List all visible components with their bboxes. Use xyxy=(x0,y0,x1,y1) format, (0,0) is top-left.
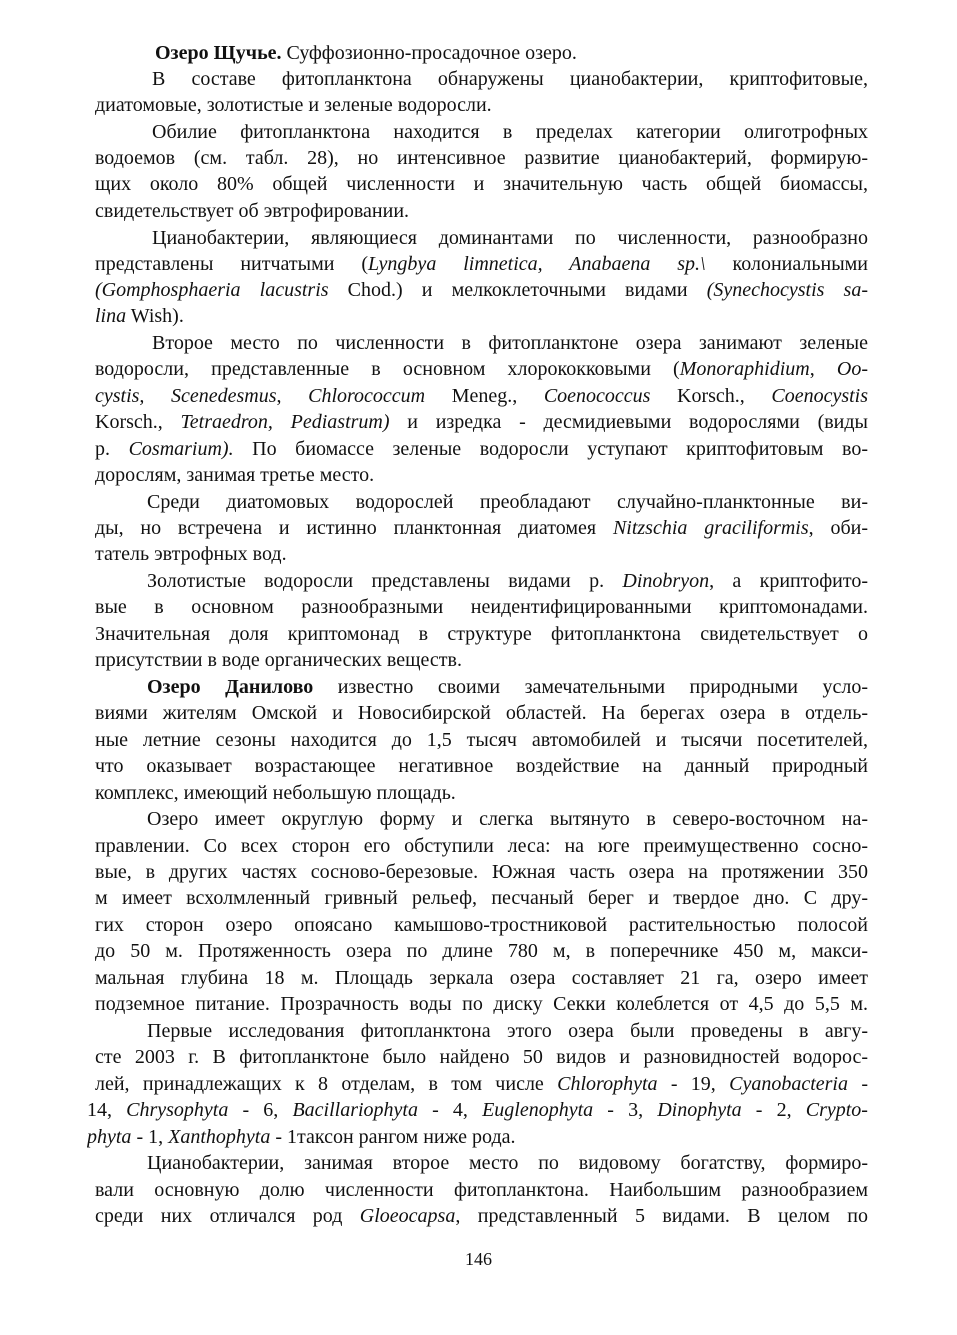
text-run: сте 2003 г. В фитопланктоне было найдено 50 видов и разновидностей водорос- xyxy=(95,1046,868,1068)
italic-run: Monoraphidium xyxy=(679,358,810,380)
text-run: - 6, xyxy=(228,1099,293,1121)
text-run: среди них отличался род xyxy=(95,1205,360,1227)
text-line xyxy=(95,727,868,753)
italic-run: Tetraedron, Pediastrum) xyxy=(180,411,390,433)
text-run: щих около 80% общей численности и значительную часть общей биомассы, xyxy=(95,173,868,195)
text-run: Korsch., xyxy=(650,385,772,407)
text-line xyxy=(95,1071,868,1097)
text-run: ные летние сезоны находится до 1,5 тысяч автомобилей и тысячи посетителей, xyxy=(95,729,868,751)
text-line xyxy=(87,1124,868,1150)
text-line xyxy=(95,647,868,673)
text-line xyxy=(147,806,868,832)
text-run: водоросли, представленные в основном хлорококковыми ( xyxy=(95,358,680,380)
italic-run: Chrysophyta xyxy=(126,1099,229,1121)
italic-run: cystis, Scenedesmus xyxy=(95,385,277,407)
italic-run: Chlorophyta xyxy=(557,1073,658,1095)
text-run: м имеет всхолмленный гривный рельеф, песчаный берег и твердое дно. С дру- xyxy=(95,887,868,909)
text-line xyxy=(152,66,868,92)
text-run: р. xyxy=(95,438,129,460)
italic-run: Cyanobacteria xyxy=(729,1073,848,1095)
text-line xyxy=(95,251,868,277)
text-line xyxy=(95,780,868,806)
text-line xyxy=(95,621,868,647)
italic-run: Euglenophyta xyxy=(482,1099,594,1121)
text-run: ды, но встречена и истинно планктонная диатомея xyxy=(95,517,613,539)
text-line xyxy=(95,198,868,224)
text-line xyxy=(147,1018,868,1044)
text-run: Цианобактерии, являющиеся доминантами по численности, разнообразно xyxy=(152,227,868,249)
text-run: диатомовые, золотистые и зеленые водоросли. xyxy=(95,94,492,116)
text-line xyxy=(155,40,868,66)
text-run: подземное питание. Прозрачность воды по диску Секки колеблется от 4,5 до 5,5 м. xyxy=(95,993,868,1015)
text-line xyxy=(152,225,868,251)
page-number: 146 xyxy=(465,1249,492,1269)
text-run: Среди диатомовых водорослей преобладают случайно-планктонные ви- xyxy=(147,491,868,513)
text-run: - 1, xyxy=(131,1126,169,1148)
italic-run: (Synechocystis sa- xyxy=(706,279,868,301)
text-run: представлены нитчатыми ( xyxy=(95,253,369,275)
text-line xyxy=(95,1044,868,1070)
text-run: 14, xyxy=(87,1099,127,1121)
italic-run: Coenocystis xyxy=(771,385,868,407)
text-run: Korsch., xyxy=(95,411,181,433)
text-line xyxy=(95,912,868,938)
text-line xyxy=(95,383,868,409)
text-run: Второе место по численности в фитопланктоне озера занимают зеленые xyxy=(152,332,868,354)
text-run: колониальными xyxy=(705,253,868,275)
text-line xyxy=(87,1097,868,1123)
text-line xyxy=(95,594,868,620)
bold-heading-run: Озеро Щучье. xyxy=(155,42,282,64)
text-run: известно своими замечательными природными усло- xyxy=(313,676,868,698)
text-line xyxy=(147,674,868,700)
italic-run: Cosmarium). xyxy=(128,438,234,460)
italic-run: Bacillariophyta xyxy=(292,1099,418,1121)
text-line xyxy=(95,92,868,118)
text-run: татель эвтрофных вод. xyxy=(95,543,287,565)
text-line xyxy=(95,700,868,726)
text-line xyxy=(95,462,868,488)
text-line xyxy=(95,1177,868,1203)
text-line xyxy=(95,541,868,567)
text-run: Chod.) и мелкоклеточными видами xyxy=(328,279,707,301)
text-run: правлении. Со всех сторон его обступили леса: на юге преимущественно сосно- xyxy=(95,835,868,857)
italic-run: Coenococcus xyxy=(543,385,651,407)
italic-run: Lyngbya limnetica, Anabaena sp.\ xyxy=(368,253,706,275)
text-run: дорослям, занимая третье место. xyxy=(95,464,375,486)
text-line xyxy=(95,303,868,329)
text-line xyxy=(95,859,868,885)
text-run: лей, принадлежащих к 8 отделам, в том числе xyxy=(95,1073,558,1095)
text-run: до 50 м. Протяженность озера по длине 780 м, в поперечнике 450 м, макси- xyxy=(95,940,868,962)
text-line xyxy=(95,885,868,911)
italic-run: lina xyxy=(95,305,127,327)
text-line xyxy=(152,330,868,356)
text-line xyxy=(95,409,868,435)
text-line xyxy=(95,991,868,1017)
text-line xyxy=(95,938,868,964)
italic-run: Dinobryon xyxy=(622,570,710,592)
italic-run: Dinophyta xyxy=(657,1099,742,1121)
text-line xyxy=(95,515,868,541)
italic-run: Chlorococcum xyxy=(308,385,426,407)
text-run: Озеро имеет округлую форму и слегка вытянуто в северо-восточном на- xyxy=(147,808,868,830)
text-run: - 19, xyxy=(657,1073,730,1095)
text-run: - 3, xyxy=(593,1099,658,1121)
text-run: - 4, xyxy=(417,1099,483,1121)
text-line xyxy=(95,171,868,197)
text-run: свидетельствует об эвтрофировании. xyxy=(95,200,410,222)
text-line xyxy=(95,965,868,991)
bold-heading-run: Озеро Данилово xyxy=(147,676,314,698)
text-line xyxy=(152,119,868,145)
text-run: присутствии в воде органических веществ. xyxy=(95,649,462,671)
italic-run: Oo- xyxy=(836,358,868,380)
italic-run: Nitzschia graciliformis xyxy=(612,517,809,539)
text-run: , xyxy=(809,358,837,380)
text-line xyxy=(95,753,868,779)
text-line xyxy=(95,277,868,303)
text-run: - 1таксон рангом ниже рода. xyxy=(270,1126,516,1148)
text-run: комплекс, имеющий небольшую площадь. xyxy=(95,782,456,804)
text-run: Первые исследования фитопланктона этого озера были проведены в авгу- xyxy=(147,1020,868,1042)
italic-run: (Gomphosphaeria lacustris xyxy=(95,279,329,301)
text-run: Цианобактерии, занимая второе место по видовому богатству, формиро- xyxy=(147,1152,868,1174)
text-line xyxy=(147,489,868,515)
text-run: вые, в других частях сосново-березовые. Южная часть озера на протяжении 350 xyxy=(95,861,868,883)
text-run: Золотистые водоросли представлены видами р. xyxy=(147,570,623,592)
text-run: Значительная доля криптомонад в структуре фитопланктона свидетельствует о xyxy=(95,623,868,645)
text-run: , xyxy=(276,385,309,407)
text-run: , представленный 5 видами. В целом по xyxy=(455,1205,868,1227)
italic-run: Crypto- xyxy=(805,1099,868,1121)
text-run: Meneg., xyxy=(425,385,544,407)
text-run: что оказывает возрастающее негативное воздействие на данный природный xyxy=(95,755,868,777)
italic-run: Xanthophyta xyxy=(168,1126,271,1148)
text-line xyxy=(95,833,868,859)
text-run: Обилие фитопланктона находится в пределах категории олиготрофных xyxy=(152,121,868,143)
text-run: , а криптофито- xyxy=(709,570,868,592)
text-run: , оби- xyxy=(808,517,868,539)
text-run: и изредка - десмидиевыми водорослями (виды xyxy=(389,411,868,433)
text-run: мальная глубина 18 м. Площадь зеркала озера составляет 21 га, озеро имеет xyxy=(95,967,868,989)
text-line xyxy=(147,1150,868,1176)
text-run: водоемов (см. табл. 28), но интенсивное развитие цианобактерий, формирую- xyxy=(95,147,868,169)
text-line xyxy=(95,145,868,171)
text-line xyxy=(95,436,868,462)
text-line xyxy=(95,356,868,382)
italic-run: phyta xyxy=(87,1126,132,1148)
text-run: Wish). xyxy=(126,305,184,327)
text-run: Суффозионно-просадочное озеро. xyxy=(281,42,577,64)
text-line xyxy=(147,568,868,594)
text-run: - 2, xyxy=(741,1099,806,1121)
italic-run: Gloeocapsa xyxy=(359,1205,456,1227)
text-run: - xyxy=(848,1073,868,1095)
text-run: виями жителям Омской и Новосибирской областей. На берегах озера в отдель- xyxy=(95,702,868,724)
text-run: гих сторон озеро опоясано камышово-тростниковой растительностью полосой xyxy=(95,914,868,936)
text-run: вые в основном разнообразными неидентифицированными криптомонадами. xyxy=(95,596,868,618)
text-run: В составе фитопланктона обнаружены цианобактерии, криптофитовые, xyxy=(152,68,868,90)
text-run: По биомассе зеленые водоросли уступают криптофитовым во- xyxy=(233,438,868,460)
text-run: вали основную долю численности фитопланктона. Наибольшим разнообразием xyxy=(95,1179,868,1201)
text-line xyxy=(95,1203,868,1229)
